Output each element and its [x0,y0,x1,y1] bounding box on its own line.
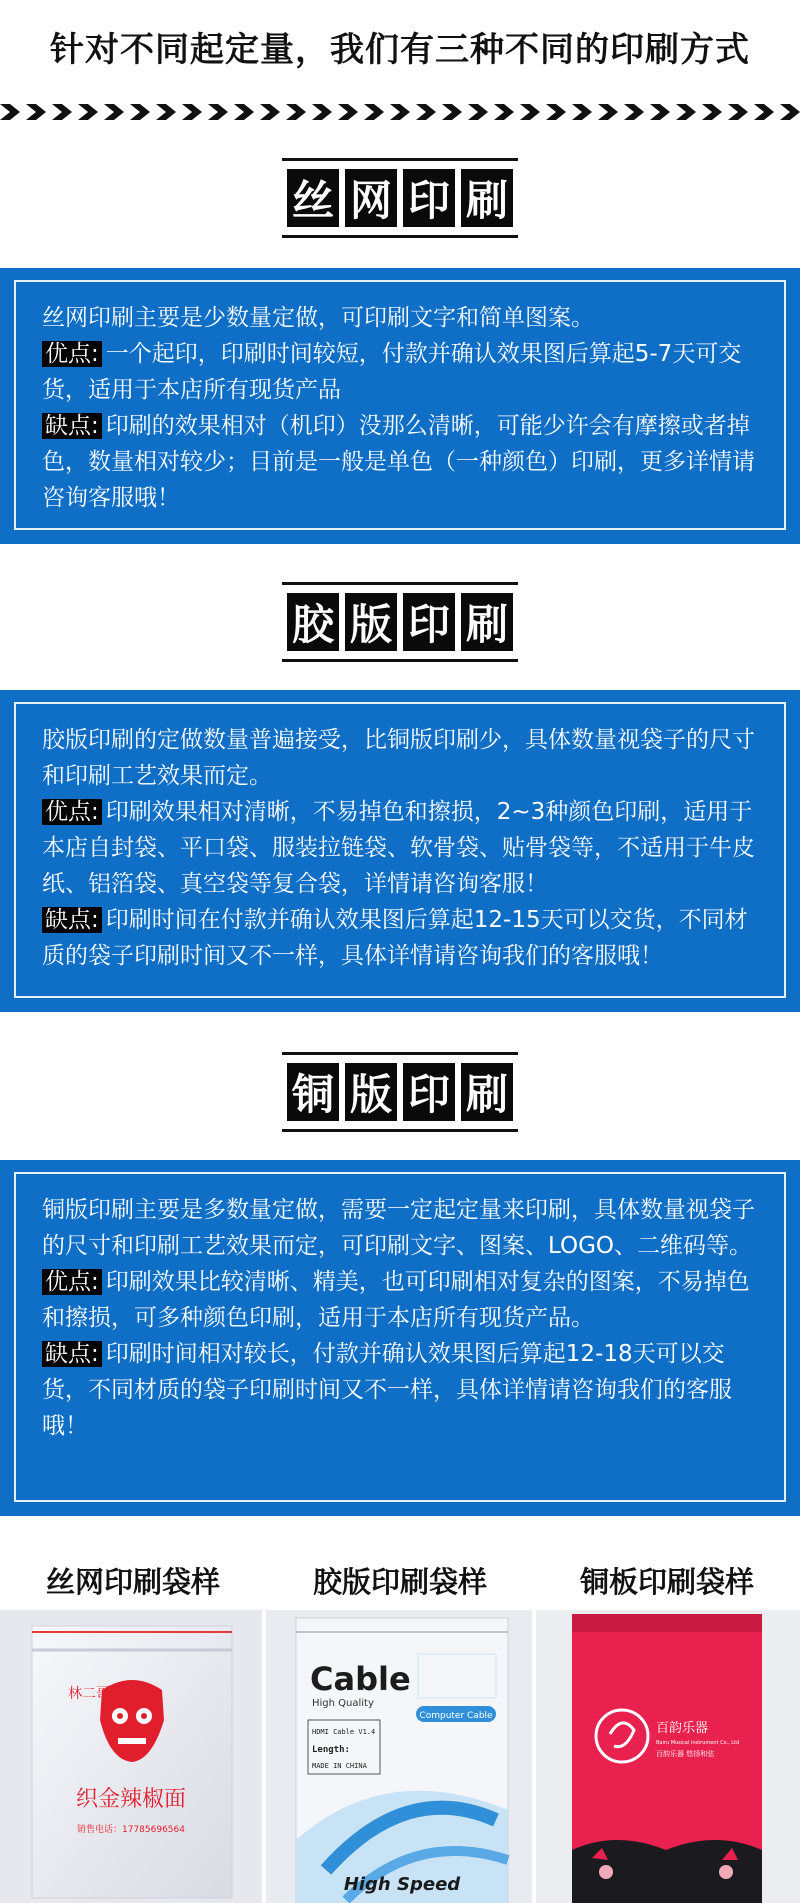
bag-spec: HDMI Cable V1.4 [312,1728,376,1736]
bag-motto: 百韵乐器 悠扬和弦 [656,1750,715,1758]
con-text: 印刷时间相对较长，付款并确认效果图后算起12-18天可以交货，不同材质的袋子印刷时间又不一样，具体详情请咨询我们的客服哦！ [42,1341,732,1439]
bag-product-name: 织金辣椒面 [75,1787,187,1812]
title-char: 刷 [461,1063,513,1121]
chevron-mark [156,104,176,120]
section-cons [42,902,758,974]
section-intro: 胶版印刷的定做数量普遍接受，比铜版印刷少，具体数量视袋子的尺寸和印刷工艺效果而定。 [42,727,755,789]
chevron-mark [390,104,410,120]
title-char: 刷 [461,169,513,227]
section-panel-copperplate [0,1160,800,1516]
section-pros [42,336,758,408]
sample-photo-silkscreen [0,1610,262,1903]
bag-phone: 销售电话：17785696564 [77,1825,185,1835]
chevron-mark [702,104,722,120]
chevron-mark [546,104,566,120]
chevron-mark [0,104,20,120]
section-title-offset [282,582,518,662]
chevron-mark [598,104,618,120]
sample-photo-copperplate [536,1610,800,1903]
bag-speed: High Speed [343,1874,461,1895]
pro-tag: 优点: [42,1269,102,1295]
chevron-mark [468,104,488,120]
chevron-mark [78,104,98,120]
bag-tag: Computer Cable [419,1711,493,1721]
chevron-mark [520,104,540,120]
section-panel-offset [0,690,800,1012]
chevron-mark [494,104,514,120]
chevron-mark [338,104,358,120]
chevron-mark [52,104,72,120]
title-char: 丝 [287,169,339,227]
con-tag: 缺点: [42,1341,102,1367]
sample-photo-offset [266,1610,532,1903]
section-cons [42,1336,758,1444]
title-char: 版 [345,593,397,651]
chevron-mark [286,104,306,120]
pro-tag: 优点: [42,341,102,367]
chevron-mark [416,104,436,120]
chevron-mark [234,104,254,120]
chevron-mark [442,104,462,120]
copperplate-bag-image [536,1610,800,1903]
con-text: 印刷的效果相对（机印）没那么清晰，可能少许会有摩擦或者掉色，数量相对较少；目前是一般是单色（一种颜色）印刷，更多详情请咨询客服哦！ [42,413,755,511]
section-pros [42,794,758,902]
section-cons [42,408,758,516]
title-char: 铜 [287,1063,339,1121]
section-title-copperplate [282,1052,518,1132]
pro-tag: 优点: [42,799,102,825]
chevron-mark [650,104,670,120]
title-char: 印 [403,593,455,651]
pro-text: 印刷效果比较清晰、精美，也可印刷相对复杂的图案，不易掉色和擦损，可多种颜色印刷，适用于本店所有现货产品。 [42,1269,750,1331]
title-char: 胶 [287,593,339,651]
chevron-mark [676,104,696,120]
bag-subtitle: Bairu Musical Instrument Co., Ltd [656,1740,740,1746]
chevron-mark [130,104,150,120]
pro-text: 印刷效果相对清晰，不易掉色和擦损，2~3种颜色印刷，适用于本店自封袋、平口袋、服装拉链袋、软骨袋、贴骨袋等，不适用于牛皮纸、铝箔袋、真空袋等复合袋，详情请咨询客服！ [42,799,755,897]
title-char: 版 [345,1063,397,1121]
section-panel-silkscreen [0,268,800,544]
chevron-mark [208,104,228,120]
chevron-mark [260,104,280,120]
chevron-mark [572,104,592,120]
pro-text: 一个起印，印刷时间较短，付款并确认效果图后算起5-7天可交货，适用于本店所有现货产品 [42,341,742,403]
section-intro: 铜版印刷主要是多数量定做，需要一定起定量来印刷，具体数量视袋子的尺寸和印刷工艺效果而定，可印刷文字、图案、LOGO、二维码等。 [42,1197,755,1259]
chevron-mark [364,104,384,120]
bag-brand: 百韵乐器 [656,1721,709,1736]
con-tag: 缺点: [42,907,102,933]
bag-made: MADE IN CHINA [312,1762,367,1770]
bag-length: Length: [312,1745,350,1755]
section-intro: 丝网印刷主要是少数量定做，可印刷文字和简单图案。 [42,305,594,331]
chevron-mark [754,104,774,120]
title-char: 刷 [461,593,513,651]
chevron-mark [182,104,202,120]
title-char: 印 [403,169,455,227]
title-char: 印 [403,1063,455,1121]
sample-label-copperplate: 铜板印刷袋样 [579,1565,754,1599]
chevron-mark [780,104,800,120]
sample-label-offset: 胶版印刷袋样 [312,1565,487,1599]
silkscreen-bag-image [0,1610,262,1903]
bag-brand: 林二哥 [68,1686,110,1702]
chevron-mark [312,104,332,120]
chevron-mark [624,104,644,120]
sample-label-silkscreen: 丝网印刷袋样 [45,1565,220,1599]
bag-brand: Cable [310,1660,411,1698]
chevron-mark [104,104,124,120]
offset-bag-image [266,1610,532,1903]
title-char: 网 [345,169,397,227]
chevron-divider [0,100,800,124]
section-title-silkscreen [282,158,518,238]
con-text: 印刷时间在付款并确认效果图后算起12-15天可以交货，不同材质的袋子印刷时间又不一样，具体详情请咨询我们的客服哦！ [42,907,748,969]
bag-subtitle: High Quality [312,1698,374,1709]
con-tag: 缺点: [42,413,102,439]
section-pros [42,1264,758,1336]
page-headline: 针对不同起定量，我们有三种不同的印刷方式 [50,30,750,70]
chevron-mark [728,104,748,120]
chevron-mark [26,104,46,120]
